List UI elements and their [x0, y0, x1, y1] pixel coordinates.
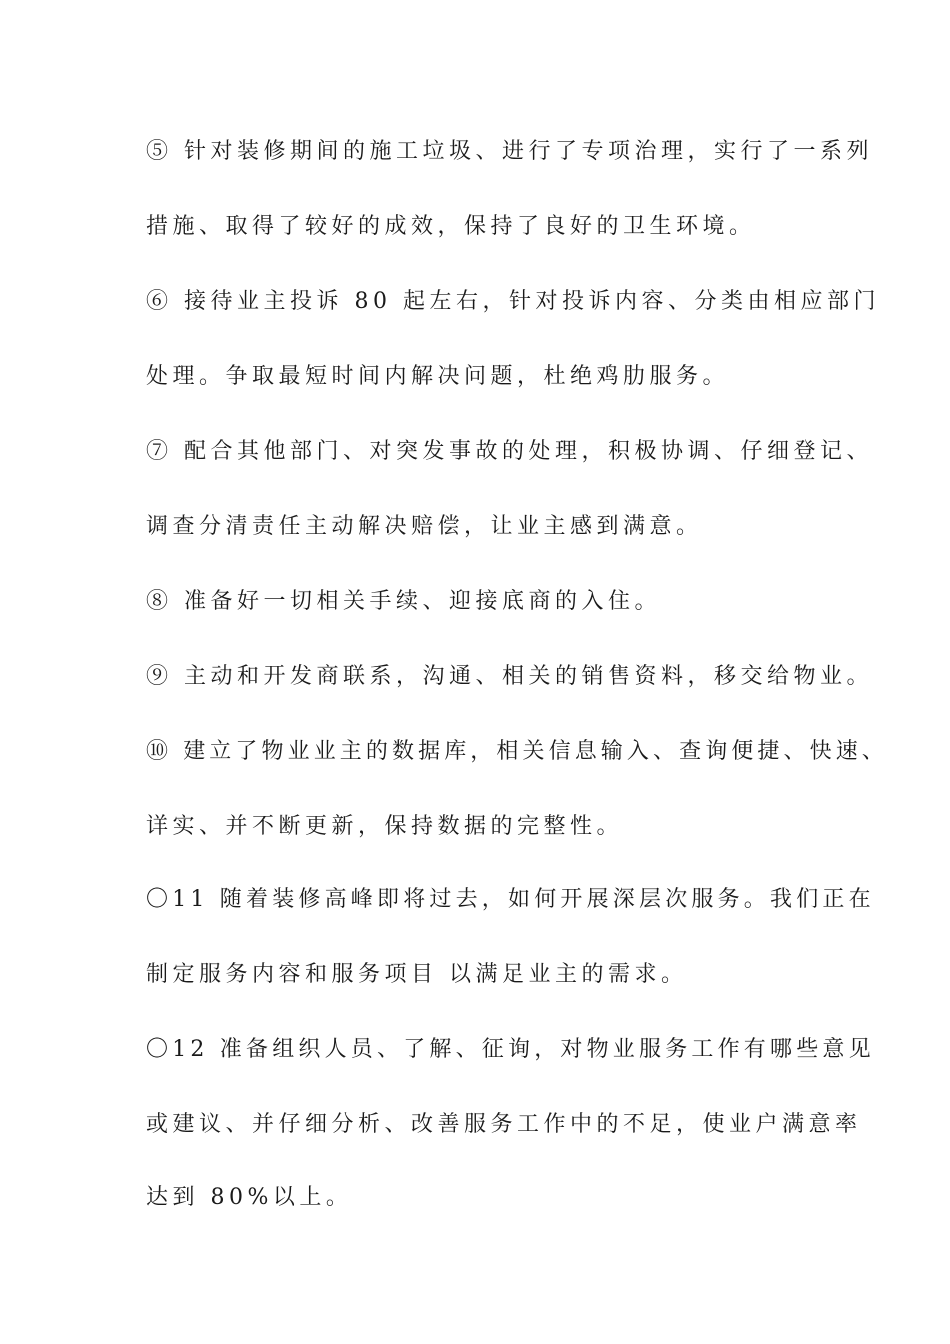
text-line: ⑥ 接待业主投诉 80 起左右，针对投诉内容、分类由相应部门 — [146, 289, 880, 314]
text-line: ⑤ 针对装修期间的施工垃圾、进行了专项治理，实行了一系列 — [146, 139, 873, 164]
text-line: 〇11 随着装修高峰即将过去，如何开展深层次服务。我们正在 — [146, 887, 875, 912]
text-line: 达到 80%以上。 — [146, 1185, 353, 1210]
text-line: 措施、取得了较好的成效，保持了良好的卫生环境。 — [146, 214, 756, 239]
text-line: 处理。争取最短时间内解决问题，杜绝鸡肋服务。 — [146, 364, 730, 389]
text-line: 或建议、并仔细分析、改善服务工作中的不足，使业户满意率 — [146, 1112, 862, 1137]
text-line: ⑧ 准备好一切相关手续、迎接底商的入住。 — [146, 589, 661, 614]
text-line: 制定服务内容和服务项目 以满足业主的需求。 — [146, 962, 688, 987]
text-line: 调查分清责任主动解决赔偿，让业主感到满意。 — [146, 514, 703, 539]
text-line: ⑨ 主动和开发商联系，沟通、相关的销售资料，移交给物业。 — [146, 664, 873, 689]
text-line: ⑩ 建立了物业业主的数据库，相关信息输入、查询便捷、快速、 — [146, 739, 888, 764]
text-line: 详实、并不断更新，保持数据的完整性。 — [146, 814, 624, 839]
text-line: ⑦ 配合其他部门、对突发事故的处理，积极协调、仔细登记、 — [146, 439, 873, 464]
text-line: 〇12 准备组织人员、了解、征询，对物业服务工作有哪些意见 — [146, 1037, 875, 1062]
